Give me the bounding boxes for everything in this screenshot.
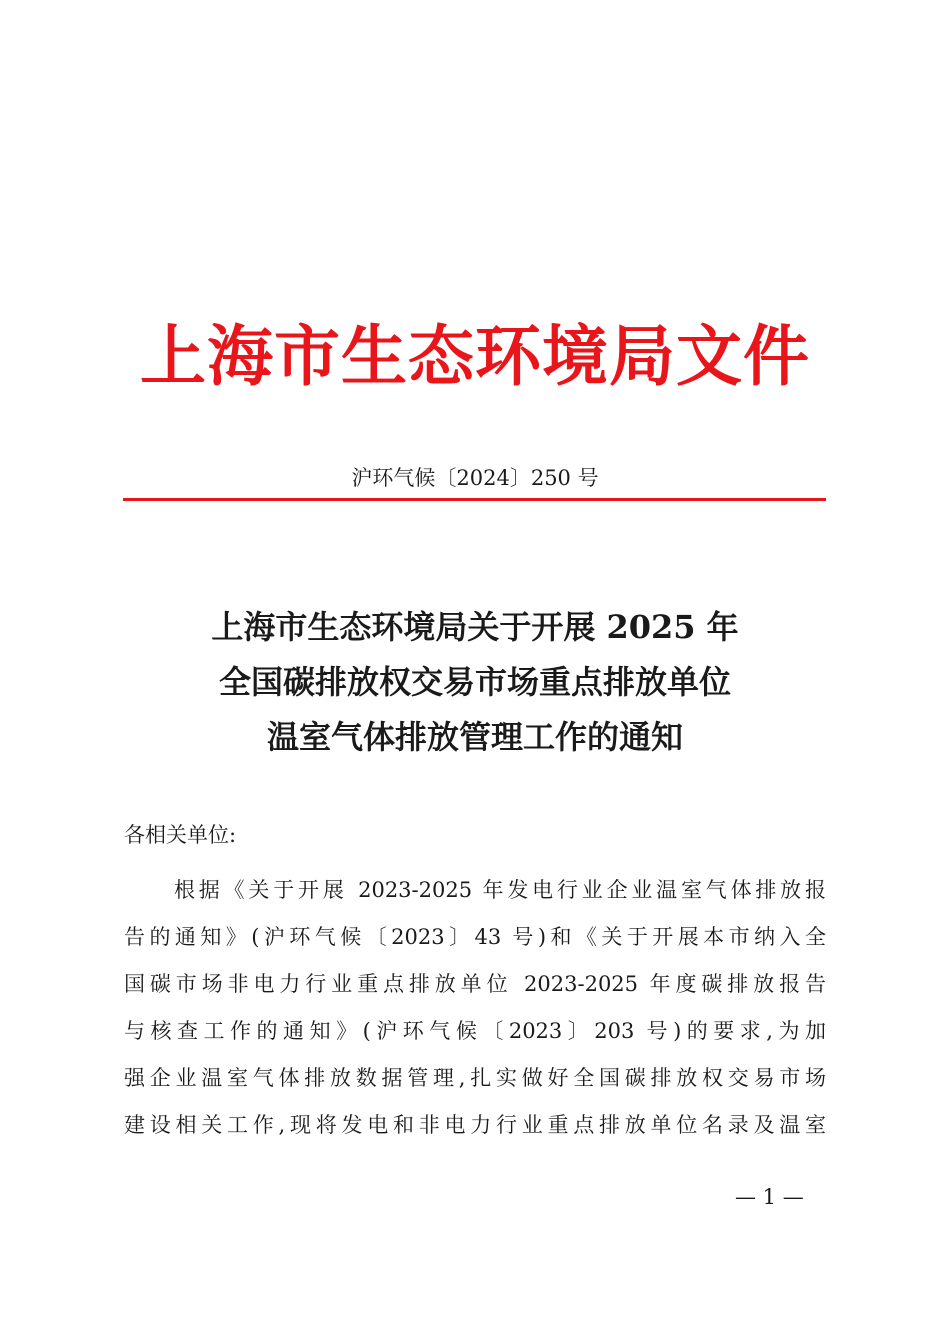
title-line-1: 上海市生态环境局关于开展 2025 年 [211,608,739,646]
red-divider-line [123,498,826,501]
body-line: 告的通知》(沪环气候〔2023〕43 号)和《关于开展本市纳入全 [124,925,826,949]
page-number: — 1 — [735,1185,804,1209]
body-line: 强企业温室气体排放数据管理,扎实做好全国碳排放权交易市场 [124,1066,826,1090]
title-line-3: 温室气体排放管理工作的通知 [266,718,683,756]
salutation: 各相关单位: [124,823,237,847]
title-line-2: 全国碳排放权交易市场重点排放单位 [218,663,731,701]
document-title [0,600,950,765]
body-line: 根据《关于开展 2023-2025 年发电行业企业温室气体排放报 [174,878,826,902]
body-line: 建设相关工作,现将发电和非电力行业重点排放单位名录及温室 [124,1113,826,1137]
body-line: 与核查工作的通知》(沪环气候〔2023〕203 号)的要求,为加 [124,1019,826,1043]
body-line: 国碳市场非电力行业重点排放单位 2023-2025 年度碳排放报告 [124,972,826,996]
issuing-authority-header: 上海市生态环境局文件 [140,317,810,395]
body-paragraph [124,867,826,1149]
document-number: 沪环气候〔2024〕250 号 [351,466,599,490]
